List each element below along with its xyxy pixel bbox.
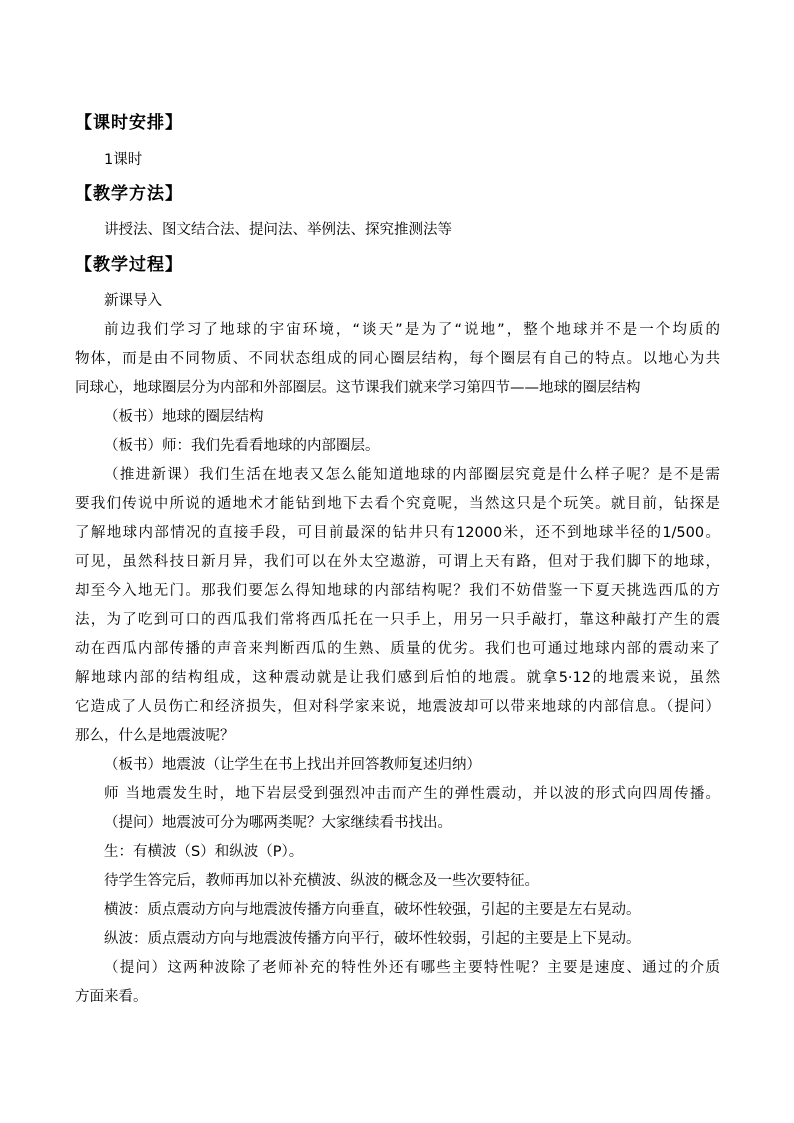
paragraph-line: 纵波：质点震动方向与地震波传播方向平行，破坏性较弱，引起的主要是上下晃动。 — [104, 931, 641, 947]
heading-schedule: 【课时安排】 — [75, 113, 183, 133]
paragraph-line: 可见，虽然科技日新月异，我们可以在外太空遨游，可谓上天有路，但对于我们脚下的地球， — [75, 554, 720, 570]
paragraph-line: （提问）地震波可分为哪两类呢？大家继续看书找出。 — [104, 815, 452, 831]
paragraph-line: 法，为了吃到可口的西瓜我们常将西瓜托在一只手上，用另一只手敲打，靠这种敲打产生的震 — [75, 612, 720, 628]
paragraph-line: 同球心，地球圈层分为内部和外部圈层。这节课我们就来学习第四节——地球的圈层结构 — [75, 380, 641, 396]
paragraph-line: 要我们传说中所说的遁地术才能钻到地下去看个究竟呢，当然这只是个玩笑。就目前，钻探是 — [75, 496, 720, 512]
paragraph-line: 动在西瓜内部传播的声音来判断西瓜的生熟、质量的优劣。我们也可通过地球内部的震动来了 — [75, 641, 720, 657]
paragraph-line: 方面来看。 — [75, 989, 148, 1005]
paragraph-line: 了解地球内部情况的直接手段，可目前最深的钻井只有12000米，还不到地球半径的1/500。 — [75, 525, 720, 541]
paragraph-line: 待学生答完后，教师再加以补充横波、纵波的概念及一些次要特征。 — [104, 873, 539, 889]
paragraph-line: 那么，什么是地震波呢？ — [75, 728, 235, 744]
methods-text: 讲授法、图文结合法、提问法、举例法、探究推测法等 — [104, 222, 452, 238]
paragraph-line: （板书）地球的圈层结构 — [104, 409, 264, 425]
paragraph-line: （板书）地震波（让学生在书上找出并回答教师复述归纳） — [104, 757, 481, 773]
paragraph-line: 却至今入地无门。那我们要怎么得知地球的内部结构呢？我们不妨借鉴一下夏天挑选西瓜的方 — [75, 583, 720, 599]
paragraph-line: 生：有横波（S）和纵波（P）。 — [104, 844, 304, 860]
paragraph-line: 新课导入 — [104, 293, 162, 309]
paragraph-line: 前边我们学习了地球的宇宙环境，“谈天”是为了“说地”，整个地球并不是一个均质的 — [104, 322, 720, 338]
paragraph-line: （提问）这两种波除了老师补充的特性外还有哪些主要特性呢？主要是速度、通过的介质 — [104, 960, 720, 976]
paragraph-line: （推进新课）我们生活在地表又怎么能知道地球的内部圈层究竟是什么样子呢？是不是需 — [104, 467, 720, 483]
paragraph-line: 解地球内部的结构组成，这种震动就是让我们感到后怕的地震。就拿5·12的地震来说，虽然 — [75, 670, 720, 686]
paragraph-line: 师 当地震发生时，地下岩层受到强烈冲击而产生的弹性震动，并以波的形式向四周传播。 — [104, 786, 720, 802]
paragraph-line: （板书）师：我们先看看地球的内部圈层。 — [104, 438, 380, 454]
schedule-text: 1课时 — [104, 152, 143, 168]
paragraph-line: 物体，而是由不同物质、不同状态组成的同心圈层结构，每个圈层有自己的特点。以地心为共 — [75, 351, 720, 367]
paragraph-line: 横波：质点震动方向与地震波传播方向垂直，破坏性较强，引起的主要是左右晃动。 — [104, 902, 641, 918]
heading-process: 【教学过程】 — [75, 255, 183, 275]
paragraph-line: 它造成了人员伤亡和经济损失，但对科学家来说，地震波却可以带来地球的内部信息。（提问） — [75, 699, 720, 715]
heading-methods: 【教学方法】 — [75, 184, 183, 204]
